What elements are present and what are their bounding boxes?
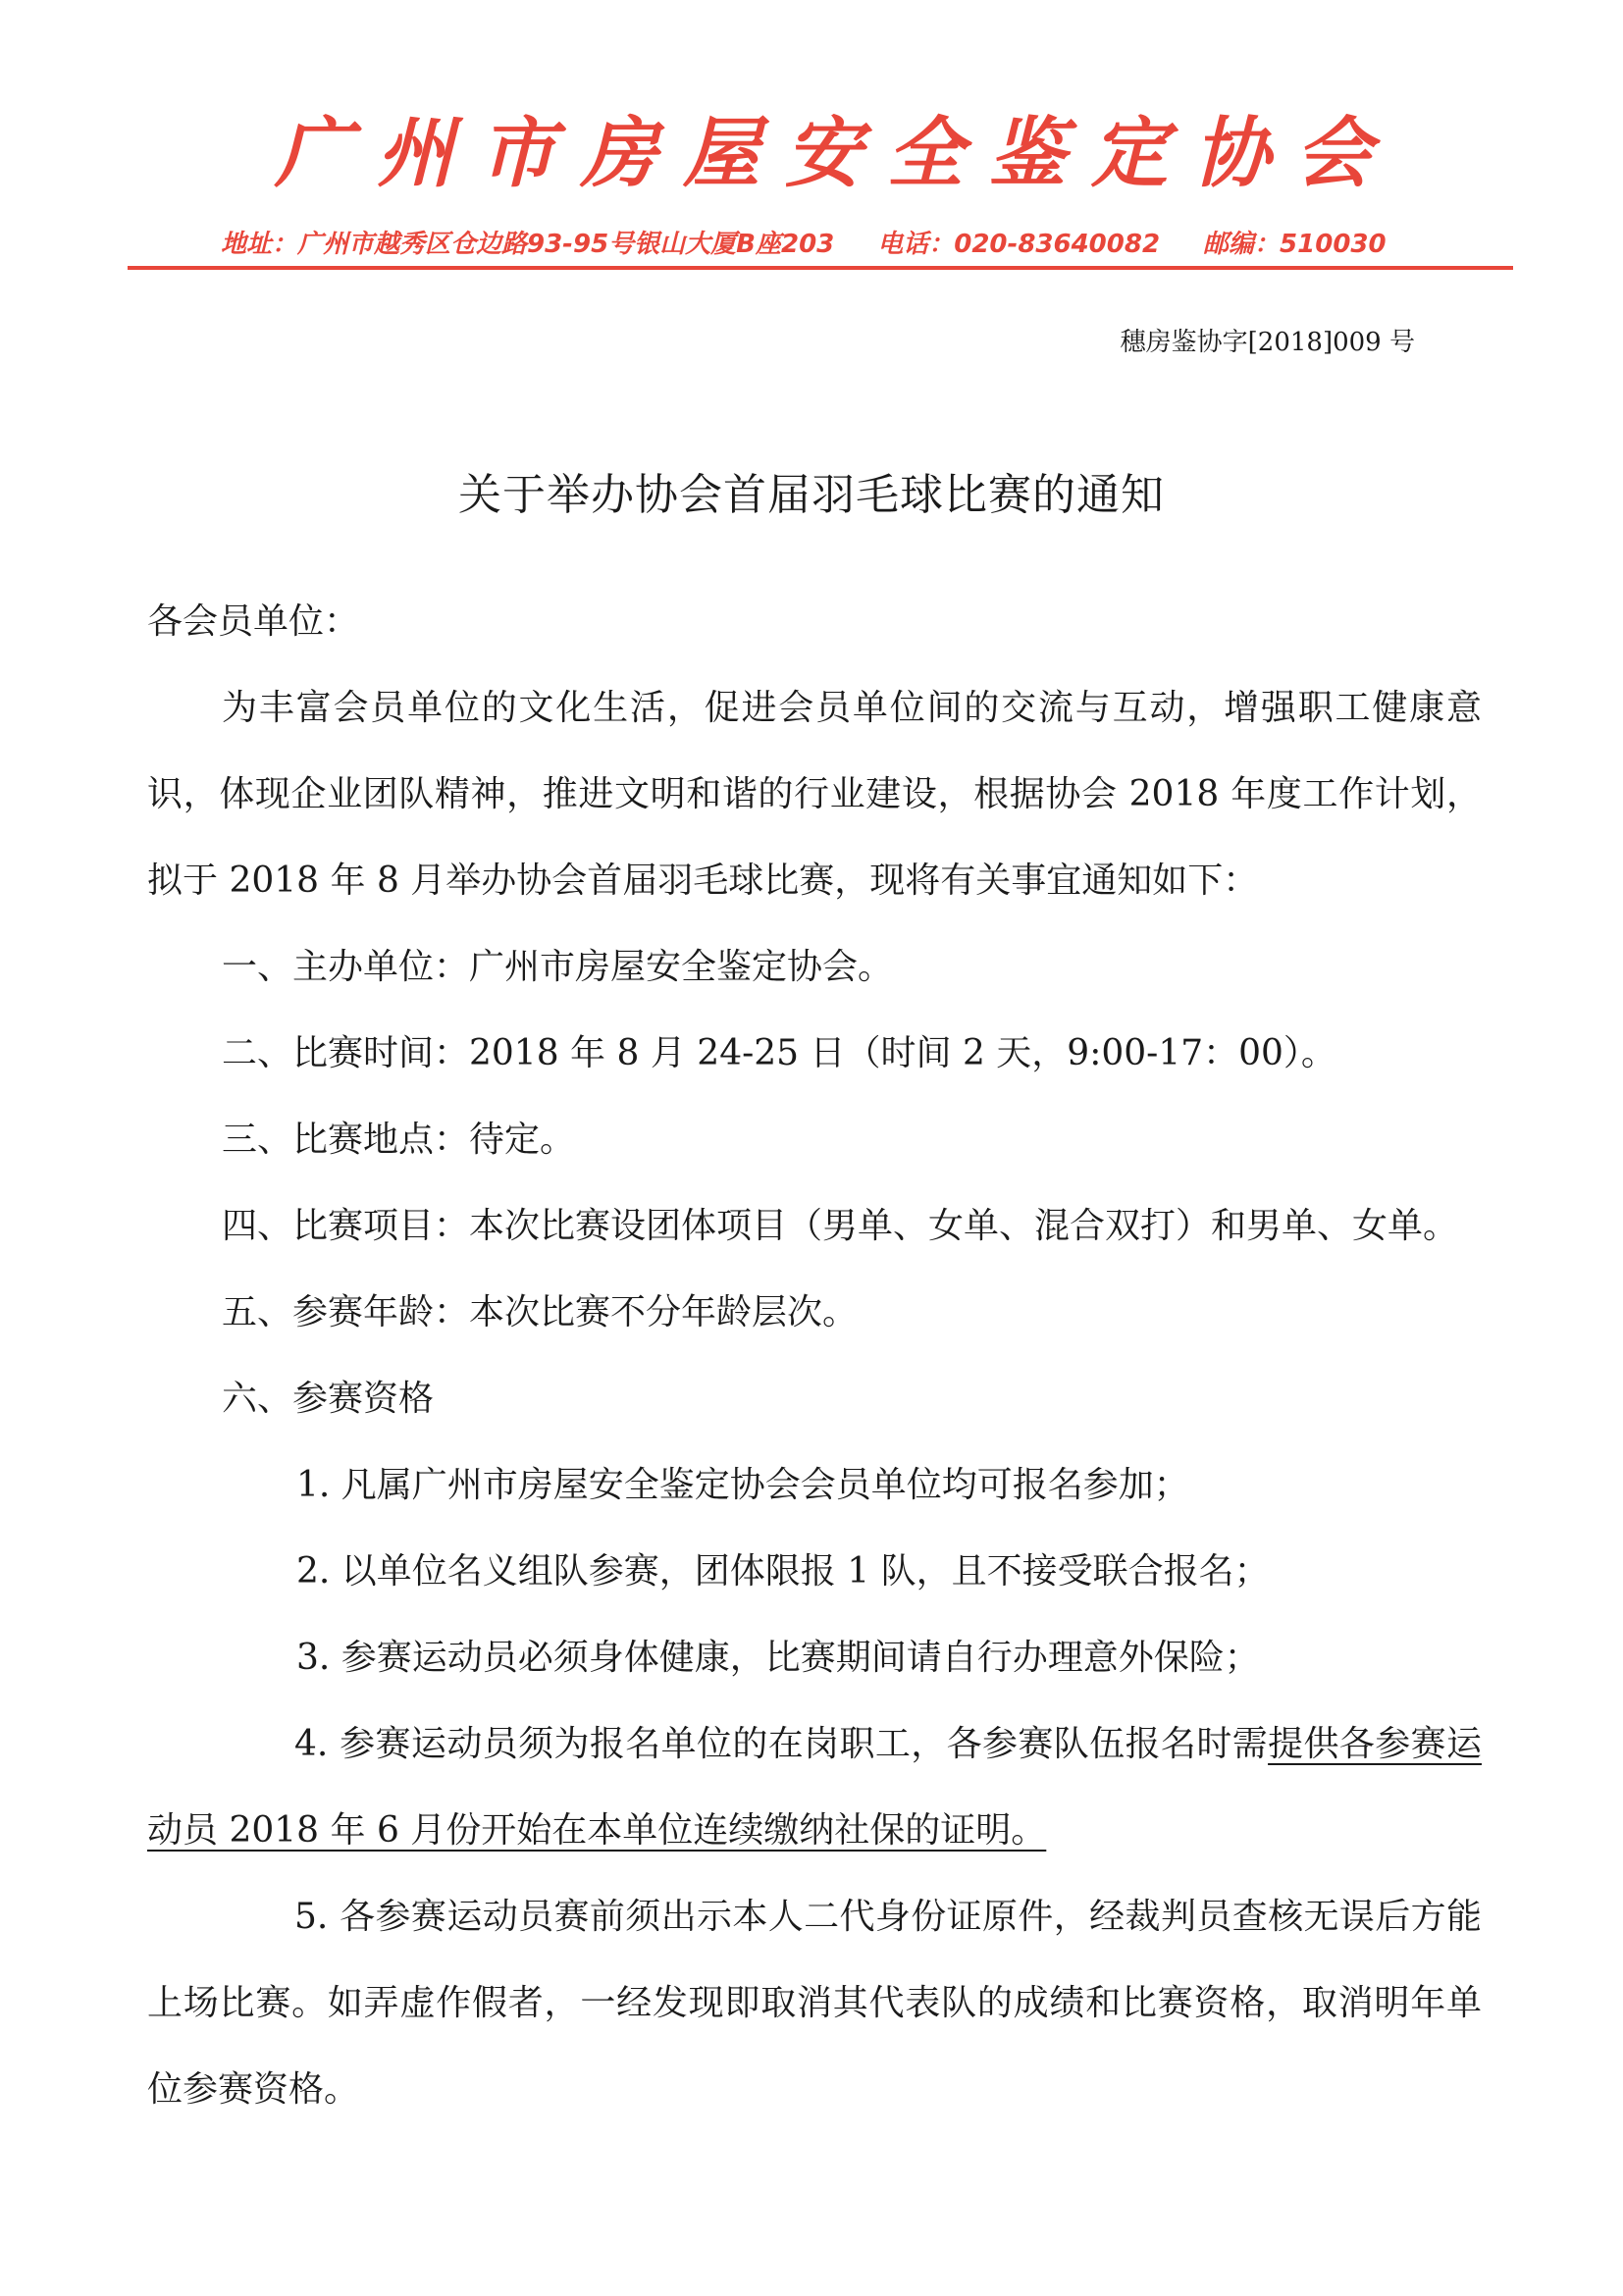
salutation: 各会员单位：: [147, 601, 360, 642]
document-number: 穗房鉴协字[2018]009 号: [1120, 328, 1415, 357]
organization-name: 广州市房屋安全鉴定协会: [275, 109, 1398, 198]
item-age: 五、参赛年龄：本次比赛不分年龄层次。: [222, 1292, 859, 1332]
item-organizer: 一、主办单位：广州市房屋安全鉴定协会。: [222, 947, 894, 987]
notice-body: [147, 579, 1482, 2133]
letterhead-divider: [128, 266, 1513, 270]
item-eligibility-heading: 六、参赛资格: [222, 1379, 435, 1419]
phone-text: 电话：020-83640082: [877, 230, 1161, 259]
eligibility-item-5: 5. 各参赛运动员赛前须出示本人二代身份证原件，经裁判员查核无误后方能上场比赛。如弄虚作假者，一经发现即取消其代表队的成绩和比赛资格，取消明年单位参赛资格。: [147, 1897, 1482, 2110]
eligibility-item-3: 3. 参赛运动员必须身体健康，比赛期间请自行办理意外保险；: [296, 1638, 1260, 1678]
item-events: 四、比赛项目：本次比赛设团体项目（男单、女单、混合双打）和男单、女单。: [222, 1206, 1459, 1246]
postcode-text: 邮编：510030: [1203, 230, 1387, 259]
address-text: 地址：广州市越秀区仓边路93-95号银山大厦B座203: [221, 230, 835, 259]
letterhead: [0, 0, 1623, 285]
eligibility-item-4: [147, 1701, 1482, 1874]
item-time: 二、比赛时间：2018 年 8 月 24-25 日（时间 2 天，9:00-17：00）。: [222, 1033, 1336, 1073]
intro-paragraph: 为丰富会员单位的文化生活，促进会员单位间的交流与互动，增强职工健康意识，体现企业团队精神，推进文明和谐的行业建设，根据协会 2018 年度工作计划，拟于 2018 年 8 月举办协会首届羽毛球比赛，现将有关事宜通知如下：: [147, 688, 1482, 901]
eligibility-item-4-text: 4. 参赛运动员须为报名单位的在岗职工，各参赛队伍报名时需: [294, 1724, 1269, 1764]
item-venue: 三、比赛地点：待定。: [222, 1120, 576, 1160]
notice-title: 关于举办协会首届羽毛球比赛的通知: [458, 470, 1165, 520]
contact-line: [221, 224, 1387, 260]
eligibility-item-1: 1. 凡属广州市房屋安全鉴定协会会员单位均可报名参加；: [296, 1465, 1189, 1505]
eligibility-item-4-emphasis: 提供各参赛运动员 2018 年 6 月份开始在本单位连续缴纳社保的证明。: [147, 1724, 1482, 1851]
eligibility-item-2: 2. 以单位名义组队参赛，团体限报 1 队，且不接受联合报名；: [296, 1551, 1270, 1592]
